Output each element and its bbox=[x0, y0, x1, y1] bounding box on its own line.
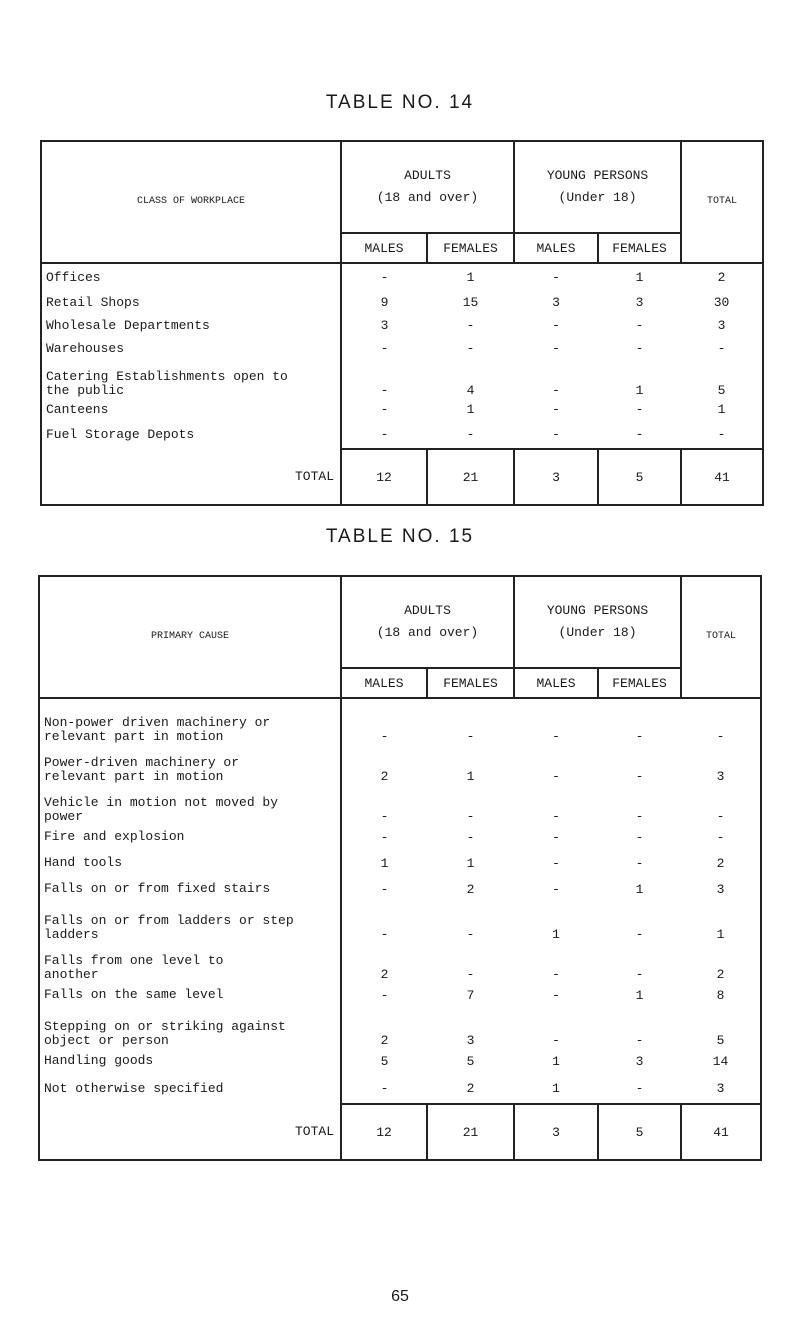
primary-cause-header: PRIMARY CAUSE bbox=[150, 631, 229, 642]
cell-total: - bbox=[716, 829, 725, 845]
page-number: 65 bbox=[391, 1288, 409, 1305]
young-males-header: MALES bbox=[514, 668, 598, 698]
cell-adult-females: 1 bbox=[466, 769, 475, 784]
cell-adult-males: 2 bbox=[341, 1008, 427, 1048]
cell-young-females: - bbox=[635, 927, 644, 942]
cell-adult-females: 7 bbox=[466, 987, 475, 1003]
cell-young-females: - bbox=[635, 1081, 644, 1096]
row-label: Not otherwise specified bbox=[44, 1081, 224, 1096]
cell-total: 14 bbox=[712, 1053, 729, 1069]
cell-adult-males: - bbox=[341, 398, 427, 421]
young-persons-label: YOUNG PERSONS bbox=[546, 603, 649, 618]
cell-total: 3 bbox=[716, 1081, 725, 1096]
table-row bbox=[39, 784, 761, 824]
adult-males-header: MALES bbox=[341, 233, 427, 263]
cell-total: 3 bbox=[716, 769, 725, 784]
row-label: Retail Shops bbox=[46, 294, 140, 310]
cell-young-males: 1 bbox=[552, 1081, 560, 1096]
cell-young-females: - bbox=[635, 829, 644, 845]
adult-females-header: FEMALES bbox=[427, 668, 514, 698]
cell-adult-males: - bbox=[341, 698, 427, 744]
table-row bbox=[39, 902, 761, 942]
young-persons-header bbox=[514, 141, 681, 233]
young-females-header: FEMALES bbox=[598, 233, 681, 263]
cell-adult-males: - bbox=[341, 824, 427, 850]
row-label: Offices bbox=[41, 263, 341, 291]
cell-adult-females: 5 bbox=[466, 1053, 475, 1069]
cell-total: - bbox=[681, 698, 761, 744]
cell-young-females: 1 bbox=[598, 263, 681, 291]
cell-young-males: 3 bbox=[552, 295, 560, 310]
cell-adult-males: - bbox=[341, 337, 427, 360]
row-label: Wholesale Departments bbox=[46, 317, 210, 333]
cell-total: 1 bbox=[717, 402, 726, 417]
cell-adult-males: - bbox=[341, 421, 427, 449]
total-header: TOTAL bbox=[681, 576, 761, 698]
young-persons-sublabel: (Under 18) bbox=[558, 190, 637, 205]
cell-adult-females: 1 bbox=[466, 855, 475, 871]
table-15 bbox=[38, 575, 762, 1161]
cell-adult-females: - bbox=[466, 318, 475, 333]
row-label: Hand tools bbox=[44, 855, 123, 870]
cell-young-females: - bbox=[635, 967, 644, 982]
row-label: Vehicle in motion not moved by power bbox=[44, 795, 279, 824]
cell-adult-males: - bbox=[341, 1074, 427, 1104]
row-label: Fire and explosion bbox=[44, 829, 185, 844]
cell-young-females: - bbox=[598, 698, 681, 744]
table-14-title: TABLE NO. 14 bbox=[325, 92, 475, 113]
table-row bbox=[39, 850, 761, 876]
table-row bbox=[39, 698, 761, 744]
cell-total: - bbox=[716, 809, 725, 824]
young-persons-label: YOUNG PERSONS bbox=[546, 168, 649, 183]
table-row bbox=[39, 1008, 761, 1048]
cell-young-males: - bbox=[514, 698, 598, 744]
total-adult-females: 21 bbox=[427, 449, 514, 505]
cell-young-males: 1 bbox=[552, 927, 560, 942]
row-label: Handling goods bbox=[44, 1053, 154, 1068]
young-females-header: FEMALES bbox=[598, 668, 681, 698]
cell-adult-males: 9 bbox=[341, 291, 427, 314]
cell-young-females: 3 bbox=[635, 295, 644, 310]
row-label: Falls on or from ladders or step ladders bbox=[44, 913, 294, 942]
adult-males-header: MALES bbox=[341, 668, 427, 698]
cell-young-males: - bbox=[552, 881, 560, 897]
table-row bbox=[41, 398, 763, 421]
row-label: Falls on the same level bbox=[44, 987, 224, 1002]
cell-total: 5 bbox=[717, 383, 726, 398]
total-young-females: 5 bbox=[598, 1104, 681, 1160]
cell-adult-males: 2 bbox=[341, 744, 427, 784]
total-row bbox=[39, 1104, 761, 1160]
cell-young-males: - bbox=[552, 427, 560, 442]
cell-adult-males: 3 bbox=[341, 314, 427, 337]
cell-adult-females: - bbox=[466, 927, 475, 942]
cell-young-females: - bbox=[635, 402, 644, 417]
table-row bbox=[41, 337, 763, 360]
cell-total: 3 bbox=[716, 881, 725, 897]
table-15-title: TABLE NO. 15 bbox=[325, 526, 475, 547]
adult-females-header: FEMALES bbox=[427, 233, 514, 263]
cell-adult-females: - bbox=[427, 698, 514, 744]
cell-total: 3 bbox=[717, 318, 726, 333]
cell-young-females: - bbox=[635, 1033, 644, 1048]
cell-young-males: - bbox=[552, 809, 560, 824]
cell-adult-females: - bbox=[466, 341, 475, 356]
adults-sublabel: (18 and over) bbox=[376, 190, 479, 205]
cell-adult-females: 15 bbox=[462, 295, 479, 310]
cell-adult-females: 1 bbox=[466, 402, 475, 417]
cell-young-males: - bbox=[552, 987, 560, 1003]
row-label: Stepping on or striking against object or person bbox=[44, 1019, 286, 1048]
cell-young-males: - bbox=[552, 1033, 560, 1048]
cell-adult-males: - bbox=[341, 876, 427, 902]
cell-young-females: - bbox=[635, 769, 644, 784]
cell-adult-females: - bbox=[466, 809, 475, 824]
cell-total: - bbox=[717, 427, 726, 442]
total-young-males: 3 bbox=[514, 449, 598, 505]
table-row bbox=[39, 1074, 761, 1104]
cell-total: - bbox=[717, 341, 726, 356]
cell-adult-females: 2 bbox=[466, 881, 475, 897]
row-label: Power-driven machinery or relevant part in motion bbox=[44, 755, 240, 784]
cell-adult-males: 5 bbox=[341, 1048, 427, 1074]
cell-adult-females: 3 bbox=[466, 1033, 475, 1048]
total-adult-males: 12 bbox=[341, 1104, 427, 1160]
cell-young-males: - bbox=[552, 402, 560, 417]
row-label: Canteens bbox=[46, 401, 109, 417]
cell-adult-males: - bbox=[341, 902, 427, 942]
adults-label: ADULTS bbox=[404, 603, 451, 618]
cell-adult-females: - bbox=[466, 829, 475, 845]
table-row bbox=[39, 942, 761, 982]
cell-young-males: - bbox=[552, 855, 560, 871]
cell-total: 2 bbox=[716, 855, 725, 871]
young-persons-header bbox=[514, 576, 681, 668]
total-label: TOTAL bbox=[294, 1123, 334, 1139]
cell-young-females: - bbox=[635, 341, 644, 356]
table-row bbox=[41, 314, 763, 337]
cell-young-females: - bbox=[635, 855, 644, 871]
adults-sublabel: (18 and over) bbox=[376, 625, 479, 640]
cell-young-females: - bbox=[635, 318, 644, 333]
cell-adult-females: - bbox=[466, 967, 475, 982]
young-persons-sublabel: (Under 18) bbox=[558, 625, 637, 640]
total-header: TOTAL bbox=[681, 141, 763, 263]
row-label: Warehouses bbox=[46, 340, 125, 356]
total-all: 41 bbox=[681, 449, 763, 505]
adults-header bbox=[341, 576, 514, 668]
table-row bbox=[41, 360, 763, 398]
cell-adult-males: - bbox=[341, 784, 427, 824]
table-row bbox=[39, 744, 761, 784]
table-row bbox=[41, 263, 763, 291]
cell-total: 2 bbox=[716, 967, 725, 982]
cell-total: 8 bbox=[716, 987, 725, 1003]
cell-young-males: - bbox=[552, 341, 560, 356]
table-row bbox=[39, 824, 761, 850]
total-young-females: 5 bbox=[598, 449, 681, 505]
cell-young-females: - bbox=[635, 427, 644, 442]
cell-young-females: 1 bbox=[635, 881, 644, 897]
cell-adult-females: 1 bbox=[427, 263, 514, 291]
cell-young-males: - bbox=[552, 829, 560, 845]
cell-adult-females: - bbox=[466, 427, 475, 442]
cell-young-females: 1 bbox=[635, 383, 644, 398]
cell-adult-males: - bbox=[341, 982, 427, 1008]
table-row bbox=[39, 1048, 761, 1074]
young-males-header: MALES bbox=[514, 233, 598, 263]
cell-young-males: - bbox=[552, 769, 560, 784]
total-adult-males: 12 bbox=[341, 449, 427, 505]
row-label: Catering Establishments open to the public bbox=[46, 369, 288, 398]
table-14 bbox=[40, 140, 764, 506]
cell-adult-males: - bbox=[341, 360, 427, 398]
row-label: Fuel Storage Depots bbox=[46, 427, 195, 442]
table-row bbox=[39, 876, 761, 902]
cell-adult-males: - bbox=[341, 263, 427, 291]
class-of-workplace-header: CLASS OF WORKPLACE bbox=[136, 196, 246, 207]
row-label: Falls on or from fixed stairs bbox=[44, 881, 271, 896]
table-row bbox=[41, 291, 763, 314]
cell-total: 1 bbox=[716, 927, 725, 942]
cell-young-males: - bbox=[514, 263, 598, 291]
row-label: Non-power driven machinery or relevant part in motion bbox=[39, 698, 341, 744]
cell-adult-males: 1 bbox=[341, 850, 427, 876]
total-row bbox=[41, 449, 763, 505]
total-adult-females: 21 bbox=[427, 1104, 514, 1160]
cell-young-males: 1 bbox=[552, 1053, 560, 1069]
row-label: Falls from one level to another bbox=[44, 953, 224, 982]
adults-label: ADULTS bbox=[404, 168, 451, 183]
cell-total: 2 bbox=[681, 263, 763, 291]
cell-adult-males: 2 bbox=[341, 942, 427, 982]
cell-adult-females: 2 bbox=[466, 1081, 475, 1096]
total-young-males: 3 bbox=[514, 1104, 598, 1160]
cell-young-males: - bbox=[552, 318, 560, 333]
cell-young-females: - bbox=[635, 809, 644, 824]
cell-young-females: 1 bbox=[635, 987, 644, 1003]
cell-young-males: - bbox=[552, 383, 560, 398]
cell-total: 30 bbox=[713, 295, 730, 310]
cell-young-females: 3 bbox=[635, 1053, 644, 1069]
cell-young-males: - bbox=[552, 967, 560, 982]
cell-adult-females: 4 bbox=[466, 383, 475, 398]
total-label: TOTAL bbox=[294, 468, 334, 484]
adults-header bbox=[341, 141, 514, 233]
table-row bbox=[39, 982, 761, 1008]
table-row bbox=[41, 421, 763, 449]
total-all: 41 bbox=[681, 1104, 761, 1160]
cell-total: 5 bbox=[716, 1033, 725, 1048]
